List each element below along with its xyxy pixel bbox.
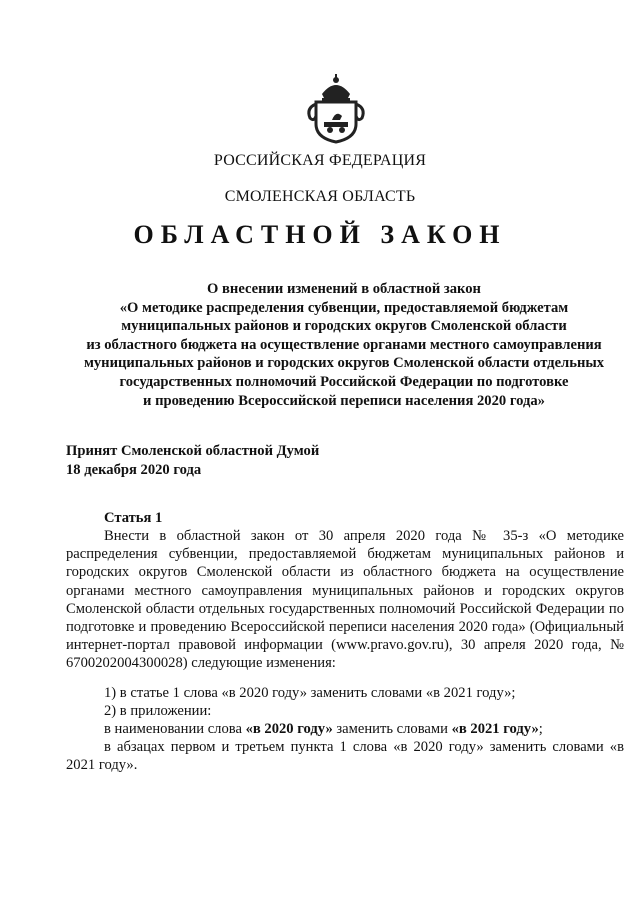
law-title-line: из областного бюджета на осуществление органами местного самоуправления [86,336,602,353]
subitem-text-mid: заменить словами [332,721,452,737]
region-name: СМОЛЕНСКАЯ ОБЛАСТЬ [224,188,416,205]
law-title-line: муниципальных районов и городских округов Смоленской области отдельных [83,355,605,372]
subitem-text-pre: в наименовании слова [104,721,246,737]
amendment-item-2-text: 2) в приложении: [104,703,212,719]
country-name: РОССИЙСКАЯ ФЕДЕРАЦИЯ [213,152,427,169]
smolensk-coat-of-arms-icon [300,72,372,144]
law-title-line: и проведению Всероссийской переписи населения 2020 года» [143,392,545,409]
subitem-old-phrase: «в 2020 году» [245,721,333,737]
law-title [52,280,636,410]
amendment-item-2 [66,702,624,720]
amendment-item-1-text: 1) в статье 1 слова «в 2020 году» заменить словами «в 2021 году»; [104,685,516,701]
law-title-line: муниципальных районов и городских округов Смоленской области [121,318,567,335]
document-type-title: ОБЛАСТНОЙ ЗАКОН [133,220,507,249]
law-title-line: государственных полномочий Российской Федерации по подготовке [119,373,569,390]
subitem-text-post: ; [538,721,543,737]
amendment-subitem-paragraphs: в абзацах первом и третьем пункта 1 слова «в 2020 году» заменить словами «в 2021 году». [66,739,624,774]
article-body: Внести в областной закон от 30 апреля 2020 года № 35-з «О методике распределения субвенции, предоставляемой бюджетам муниципальных районов и городских округов Смоленской области из областного бюджета на осуществление органами местного самоуправления муниципальных районов и городских округов Смоленской области отдельных государственных полномочий Российской Федерации по подготовке и проведению Всероссийской переписи населения 2020 года» (Официальный интернет-портал правовой информации (www.pravo.gov.ru), 30 апреля 2020 года, № 6700202004300028) следующие изменения: [66,528,624,672]
subitem-new-phrase: «в 2021 году» [451,721,539,737]
law-title-line: «О методике распределения субвенции, предоставляемой бюджетам [119,299,569,316]
amendment-item-1 [66,684,624,702]
amendment-subitem-title [66,720,624,738]
article-heading: Статья 1 [104,510,163,526]
law-title-line: О внесении изменений в областной закон [207,281,481,297]
adoption-info [66,442,319,480]
adopted-by: Принят Смоленской областной Думой [66,443,320,459]
adoption-date: 18 декабря 2020 года [66,462,202,478]
